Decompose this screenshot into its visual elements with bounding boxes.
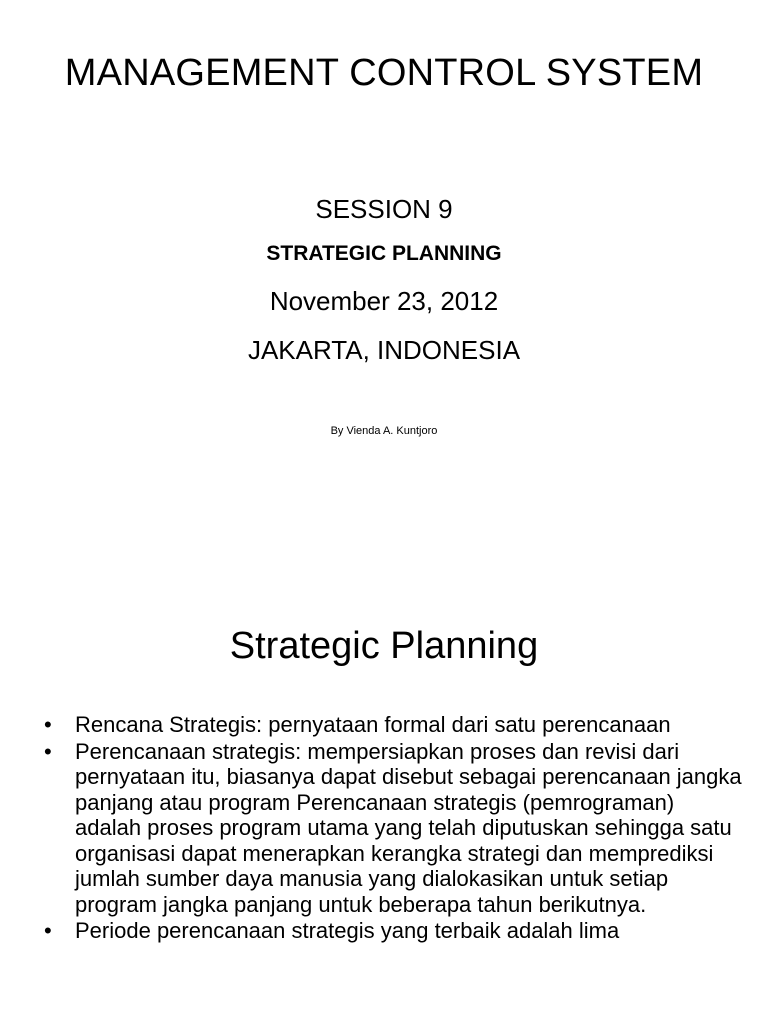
- slide-title: Strategic Planning: [229, 625, 539, 667]
- presentation-title: MANAGEMENT CONTROL SYSTEM: [64, 52, 704, 94]
- bullet-icon: •: [44, 918, 52, 943]
- bullet-item: [44, 712, 744, 738]
- bullet-text: Perencanaan strategis: mempersiapkan proses dan revisi dari pernyataan itu, biasanya dapat disebut sebagai perencanaan jangka panjang atau program Perencanaan strategis (pemrograman) adalah proses program utama yang telah diputuskan sehingga satu organisasi dapat menerapkan kerangka strategi dan memprediksi jumlah sumber daya manusia yang dialokasikan untuk setiap program jangka panjang untuk beberapa tahun berikutnya.: [75, 738, 742, 917]
- author-credit: By Vienda A. Kuntjoro: [330, 425, 438, 437]
- bullet-item: [44, 739, 744, 918]
- bullet-icon: •: [44, 712, 52, 737]
- session-subtitle: STRATEGIC PLANNING: [266, 242, 502, 265]
- presentation-date: November 23, 2012: [269, 286, 499, 316]
- bullet-item: [44, 918, 744, 944]
- bullet-list: [44, 712, 744, 945]
- content-slide: [0, 576, 768, 1024]
- bullet-text: Rencana Strategis: pernyataan formal dari satu perencanaan: [75, 712, 671, 737]
- presentation-location: JAKARTA, INDONESIA: [247, 335, 521, 365]
- session-label: SESSION 9: [315, 194, 453, 224]
- bullet-icon: •: [44, 738, 52, 764]
- bullet-text: Periode perencanaan strategis yang terbaik adalah lima: [75, 918, 620, 943]
